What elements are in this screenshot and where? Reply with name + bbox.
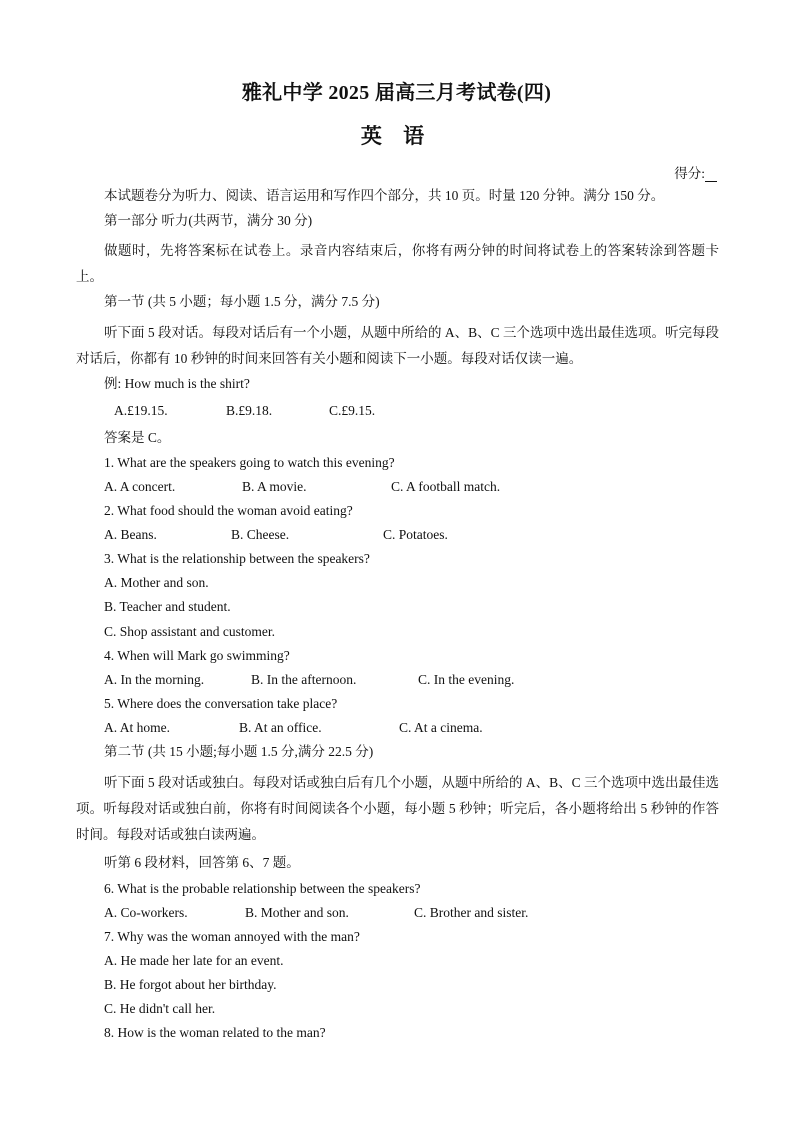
option[interactable]: A. He made her late for an event. xyxy=(104,953,284,968)
material-6-label: 听第 6 段材料，回答第 6、7 题。 xyxy=(104,855,300,870)
section2-heading: 第二节 (共 15 小题;每小题 1.5 分,满分 22.5 分) xyxy=(104,744,374,759)
score-blank[interactable] xyxy=(705,169,717,182)
question-8: 8. How is the woman related to the man? xyxy=(104,1025,326,1040)
question-1-options xyxy=(104,479,500,495)
question-6: 6. What is the probable relationship between the speakers? xyxy=(104,881,421,896)
option[interactable]: A. Beans. xyxy=(104,527,157,542)
option[interactable]: B. Mother and son. xyxy=(245,905,349,920)
question-4: 4. When will Mark go swimming? xyxy=(104,648,290,663)
part1-heading: 第一部分 听力(共两节，满分 30 分) xyxy=(104,213,313,228)
question-3: 3. What is the relationship between the speakers? xyxy=(104,551,370,566)
option[interactable]: A. A concert. xyxy=(104,479,176,494)
section2-instruction: 听下面 5 段对话或独白。每段对话或独白后有几个小题，从题中所给的 A、B、C 三个选项中选出最佳选项。听每段对话或独白前，你将有时间阅读各个小题，每小题 5 秒钟；听完后，各小题将给出 5 秒钟的作答时间。每段对话或独白读两遍。 xyxy=(76,775,720,842)
option[interactable]: C. Potatoes. xyxy=(383,527,448,542)
exam-title: 雅礼中学 2025 届高三月考试卷(四) xyxy=(241,82,552,104)
option[interactable]: C. Brother and sister. xyxy=(414,905,529,920)
option[interactable]: B. Cheese. xyxy=(231,527,290,542)
option[interactable]: B. He forgot about her birthday. xyxy=(104,977,277,992)
option[interactable]: A. At home. xyxy=(104,720,170,735)
option[interactable]: B. At an office. xyxy=(239,720,322,735)
question-6-options xyxy=(104,905,528,921)
question-1: 1. What are the speakers going to watch this evening? xyxy=(104,455,395,470)
option[interactable]: A. Mother and son. xyxy=(104,575,209,590)
subject-title: 英 语 xyxy=(360,124,433,148)
section1-heading: 第一节 (共 5 小题；每小题 1.5 分，满分 7.5 分) xyxy=(104,294,380,309)
question-2-options xyxy=(104,527,448,543)
option[interactable]: C. In the evening. xyxy=(418,672,515,687)
option[interactable]: C. A football match. xyxy=(391,479,501,494)
section1-instruction: 听下面 5 段对话。每段对话后有一个小题，从题中所给的 A、B、C 三个选项中选出最佳选项。听完每段对话后，你都有 10 秒钟的时间来回答有关小题和阅读下一小题。每段对话仅读一遍。 xyxy=(76,325,720,366)
option[interactable]: C. At a cinema. xyxy=(399,720,483,735)
question-5: 5. Where does the conversation take place? xyxy=(104,696,338,711)
part1-instruction: 做题时，先将答案标在试卷上。录音内容结束后，你将有两分钟的时间将试卷上的答案转涂到答题卡上。 xyxy=(76,243,719,284)
example-answer: 答案是 C。 xyxy=(104,430,171,445)
example-option-b: B.£9.18. xyxy=(226,403,273,418)
option[interactable]: B. Teacher and student. xyxy=(104,599,231,614)
example-option-c: C.£9.15. xyxy=(329,403,376,418)
example-option-a: A.£19.15. xyxy=(114,403,168,418)
example-options xyxy=(114,403,375,419)
option[interactable]: A. In the morning. xyxy=(104,672,205,687)
score-label: 得分: xyxy=(674,166,705,181)
intro-text: 本试题卷分为听力、阅读、语言运用和写作四个部分，共 10 页。时量 120 分钟。满分 150 分。 xyxy=(104,188,665,203)
question-2: 2. What food should the woman avoid eating? xyxy=(104,503,353,518)
example-question: 例: How much is the shirt? xyxy=(104,376,250,391)
option[interactable]: B. A movie. xyxy=(242,479,307,494)
option[interactable]: B. In the afternoon. xyxy=(251,672,357,687)
question-4-options xyxy=(104,672,514,688)
option[interactable]: C. He didn't call her. xyxy=(104,1001,216,1016)
option[interactable]: A. Co-workers. xyxy=(104,905,188,920)
question-7: 7. Why was the woman annoyed with the man? xyxy=(104,929,360,944)
score-field xyxy=(674,162,717,182)
option[interactable]: C. Shop assistant and customer. xyxy=(104,624,275,639)
question-5-options xyxy=(104,720,483,736)
